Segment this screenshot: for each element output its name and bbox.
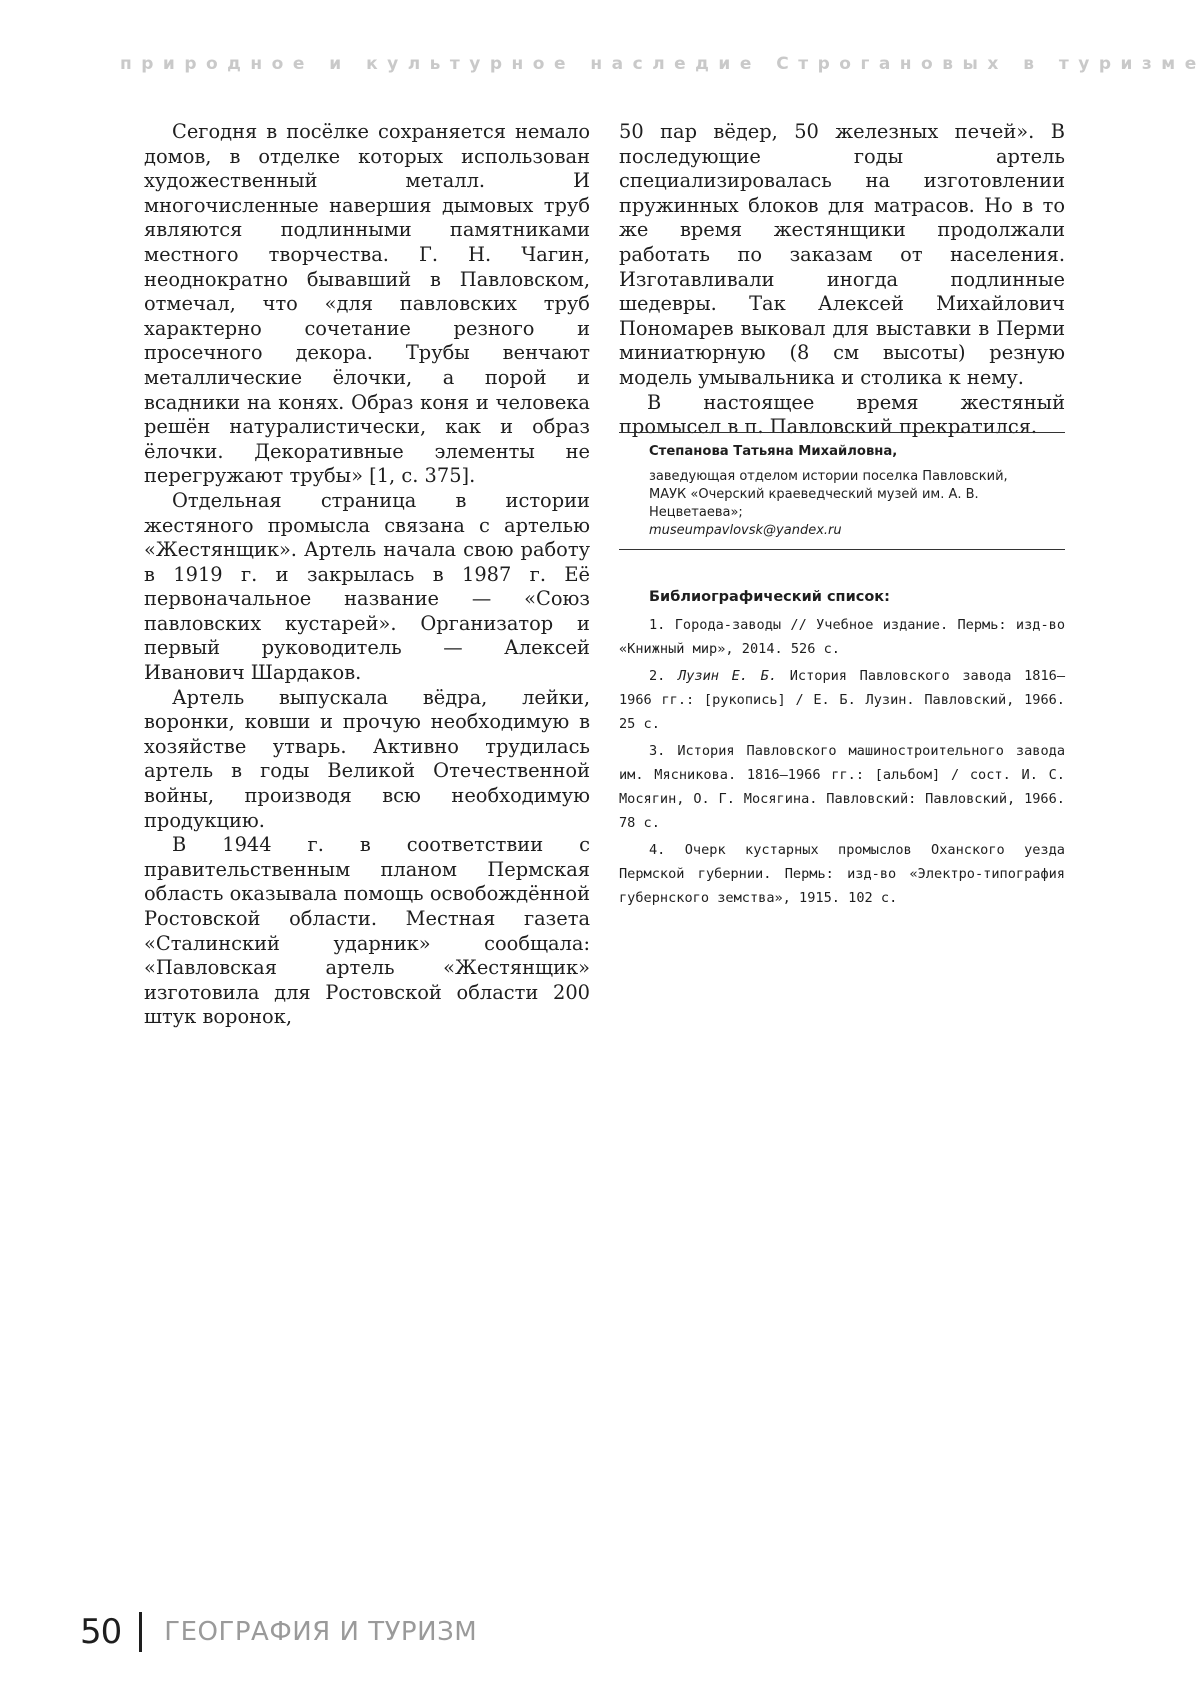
bibliography-title: Библиографический список: (649, 585, 1065, 609)
body-paragraph: Отдельная страница в истории жестяного промысла связана с артелью «Жестянщик». Артель начала свою работу в 1919 г. и закрылась в 1987 г. Её первоначальное название — «Союз павловских кустарей». Организатор и первый руководитель — Алексей Иванович Шардаков. (144, 489, 590, 686)
author-name: Степанова Татьяна Михайловна, (649, 443, 1065, 461)
body-paragraph: В 1944 г. в соответствии с правительственным планом Пермская область оказывала помощь освобождённой Ростовской области. Местная газета «Сталинский ударник» сообщала: «Павловская артель «Жестянщик» изготовила для Ростовской области 200 штук воронок, (144, 833, 590, 1030)
bibliography-text: История Павловского завода 1816–1966 гг.: [рукопись] / Е. Б. Лузин. Павловский, 1966. 25 с. (619, 668, 1065, 732)
section-name: ГЕОГРАФИЯ И ТУРИЗМ (164, 1617, 477, 1647)
running-head: природное и культурное наследие Строгановых в туризме (120, 54, 1080, 74)
bibliography-text: Очерк кустарных промыслов Оханского уезда Пермской губернии. Пермь: изд-во «Электро-типография губернского земства», 1915. 102 с. (619, 842, 1065, 906)
bibliography-number: 3. (649, 743, 665, 759)
page-footer (80, 1612, 477, 1652)
body-paragraph: Артель выпускала вёдра, лейки, воронки, ковши и прочую необходимую в хозяйстве утварь. Активно трудилась артель в годы Великой Отечественной войны, производя всю необходимую продукцию. (144, 686, 590, 834)
bibliography-item (619, 838, 1065, 910)
bibliography-number: 1. (649, 617, 665, 633)
body-paragraph: В настоящее время жестяный промысел в п. Павловский прекратился. (619, 391, 1065, 440)
bibliography-text: Города-заводы // Учебное издание. Пермь: изд-во «Книжный мир», 2014. 526 с. (619, 617, 1065, 657)
page-number: 50 (80, 1612, 121, 1652)
bibliography-number: 2. (649, 668, 665, 684)
bibliography (619, 585, 1065, 913)
bibliography-number: 4. (649, 842, 665, 858)
body-paragraph: 50 пар вёдер, 50 железных печей». В последующие годы артель специализировалась на изготовлении пружинных блоков для матрасов. Но в то же время жестянщики продолжали работать по заказам от населения. Изготавливали иногда подлинные шедевры. Так Алексей Михайлович Пономарев выковал для выставки в Перми миниатюрную (8 см высоты) резную модель умывальника и столика к нему. (619, 120, 1065, 391)
bibliography-author: Лузин Е. Б. (678, 668, 777, 684)
body-paragraph: Сегодня в посёлке сохраняется немало домов, в отделке которых использован художественный металл. И многочисленные навершия дымовых труб являются подлинными памятниками местного творчества. Г. Н. Чагин, неоднократно бывавший в Павловском, отмечал, что «для павловских труб характерно сочетание резного и просечного декора. Трубы венчают металлические ёлочки, а порой и всадники на конях. Образ коня и человека решён натуралистически, как и образ ёлочки. Декоративные элементы не перегружают трубы» [1, с. 375]. (144, 120, 590, 489)
author-organization: МАУК «Очерский краеведческий музей им. А. В. Нецветаева»; (649, 486, 1065, 522)
author-email: museumpavlovsk@yandex.ru (649, 522, 1065, 540)
bibliography-item (619, 739, 1065, 835)
author-info (619, 432, 1065, 550)
left-column (144, 120, 590, 1030)
footer-divider (139, 1612, 142, 1652)
bibliography-item (619, 664, 1065, 736)
bibliography-text: История Павловского машиностроительного завода им. Мясникова. 1816–1966 гг.: [альбом] / сост. И. С. Мосягин, О. Г. Мосягина. Павловский: Павловский, 1966. 78 с. (619, 743, 1065, 831)
bibliography-item (619, 613, 1065, 661)
right-column (619, 120, 1065, 440)
author-position: заведующая отделом истории поселка Павловский, (649, 468, 1065, 486)
